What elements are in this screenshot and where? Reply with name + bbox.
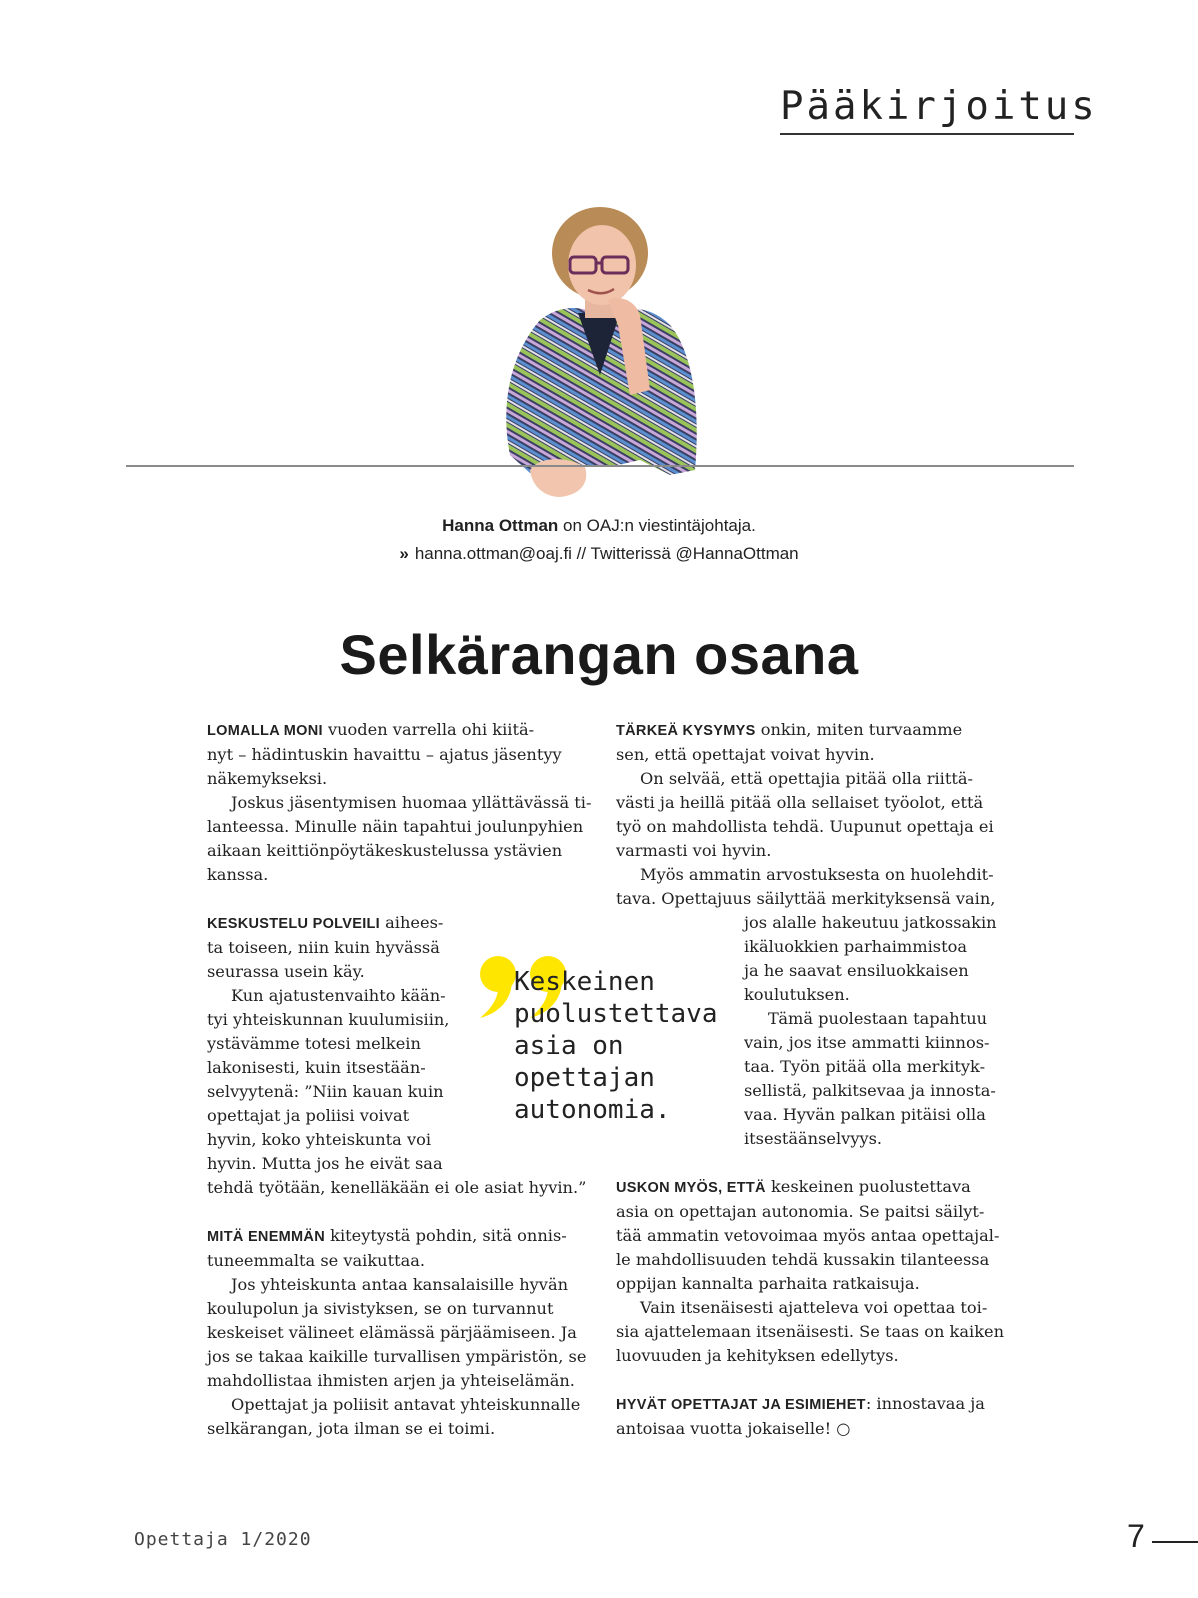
paragraph: On selvää, että opettajia pitää olla riittä-	[640, 769, 973, 788]
author-contact[interactable]: hanna.ottman@oaj.fi // Twitterissä @HannaOttman	[414, 544, 799, 563]
paragraph-cont: selkärangan, jota ilman se ei toimi.	[207, 1419, 496, 1438]
magazine-issue-label: Opettaja 1/2020	[134, 1529, 312, 1550]
author-role: on OAJ:n viestintäjohtaja.	[558, 516, 756, 535]
right-column	[616, 718, 1006, 1441]
paragraph: Joskus jäsentymisen huomaa yllättävässä ti-	[231, 793, 592, 812]
paragraph: MITÄ ENEMMÄN kiteytystä pohdin, sitä onnis- tuneemmalta se vaikuttaa.	[207, 1226, 567, 1270]
paragraph: Myös ammatin arvostuksesta on huolehdit-	[640, 865, 994, 884]
paragraph-cont: koulupolun ja sivistyksen, se on turvannut keskeiset välineet elämässä pärjäämiseen. Ja jos se takaa kaikille turvallisen ympäristön, se mahdollistaa ihmisten arjen ja yhteiselämän.	[207, 1299, 587, 1390]
section-underline	[780, 133, 1074, 135]
paragraph-cont: sia ajattelemaan itsenäisesti. Se taas on kaiken luovuuden ja kehityksen edellytys.	[616, 1322, 1005, 1365]
article-headline: Selkärangan osana	[339, 623, 859, 686]
paragraph-cont: tava. Opettajuus säilyttää merkityksensä vain,	[616, 889, 996, 908]
paragraph: Jos yhteiskunta antaa kansalaisille hyvän	[231, 1275, 569, 1294]
footer-rule	[1152, 1541, 1198, 1543]
byline-contact-line	[200, 540, 998, 568]
paragraph-cont: lanteessa. Minulle näin tapahtui joulunpyhien aikaan keittiönpöytäkeskustelussa ystävien kanssa.	[207, 817, 584, 884]
page-number: 7	[1127, 1518, 1145, 1554]
pull-quote: Keskeinen puolustettava asia on opettajan autonomia.	[514, 967, 718, 1125]
paragraph-cont: västi ja heillä pitää olla sellaiset työolot, että työ on mahdollista tehdä. Uupunut opettaja ei varmasti voi hyvin.	[616, 793, 994, 860]
paragraph: KESKUSTELU POLVEILI aihees- ta toiseen, niin kuin hyvässä seurassa usein käy.	[207, 913, 444, 981]
paragraph: TÄRKEÄ KYSYMYS onkin, miten turvaamme sen, että opettajat voivat hyvin.	[616, 720, 963, 764]
author-name: Hanna Ottman	[442, 516, 559, 535]
section-label: Pääkirjoitus	[780, 84, 1098, 129]
paragraph-cont: tyi yhteiskunnan kuulumisiin, ystävämme totesi melkein lakonisesti, kuin itsestään- selvyytenä: ”Niin kauan kuin opettajat ja poliisi voivat hyvin, koko yhteiskunta voi hyvin. Mutta jos he eivät saa tehdä työtään, kenelläkään ei ole asiat hyvin.”	[207, 1010, 587, 1197]
header-rule	[126, 465, 1074, 467]
chevron-right-icon: »	[399, 544, 409, 563]
byline	[200, 512, 998, 568]
wrapped-text: jos alalle hakeutuu jatkossakin ikäluokkien parhaimmistoa ja he saavat ensiluokkaisen koulutuksen. Tämä puolestaan tapahtuu vain, jos itse ammatti kiinnos- taa. Työn pitää olla merkityk- sellistä, palkitsevaa ja innosta- vaa. Hyvän palkan pitäisi olla itsestäänselvyys.	[744, 913, 997, 1148]
paragraph: Opettajat ja poliisit antavat yhteiskunnalle	[231, 1395, 581, 1414]
paragraph: Vain itsenäisesti ajatteleva voi opettaa toi-	[640, 1298, 988, 1317]
paragraph: HYVÄT OPETTAJAT JA ESIMIEHET: innostavaa ja antoisaa vuotta jokaiselle! ○	[616, 1394, 985, 1438]
author-portrait	[490, 205, 710, 515]
paragraph: USKON MYÖS, ETTÄ keskeinen puolustettava asia on opettajan autonomia. Se paitsi säilyt- tää ammatin vetovoimaa myös antaa opettajal- le mahdollisuuden tehdä kussakin tilanteessa oppijan kannalta parhaita ratkaisuja.	[616, 1177, 1000, 1293]
paragraph: Kun ajatustenvaihto kään-	[231, 986, 446, 1005]
byline-name-line	[200, 512, 998, 540]
paragraph: LOMALLA MONI vuoden varrella ohi kiitä- nyt – hädintuskin havaittu – ajatus jäsentyy näkemykseksi.	[207, 720, 562, 788]
